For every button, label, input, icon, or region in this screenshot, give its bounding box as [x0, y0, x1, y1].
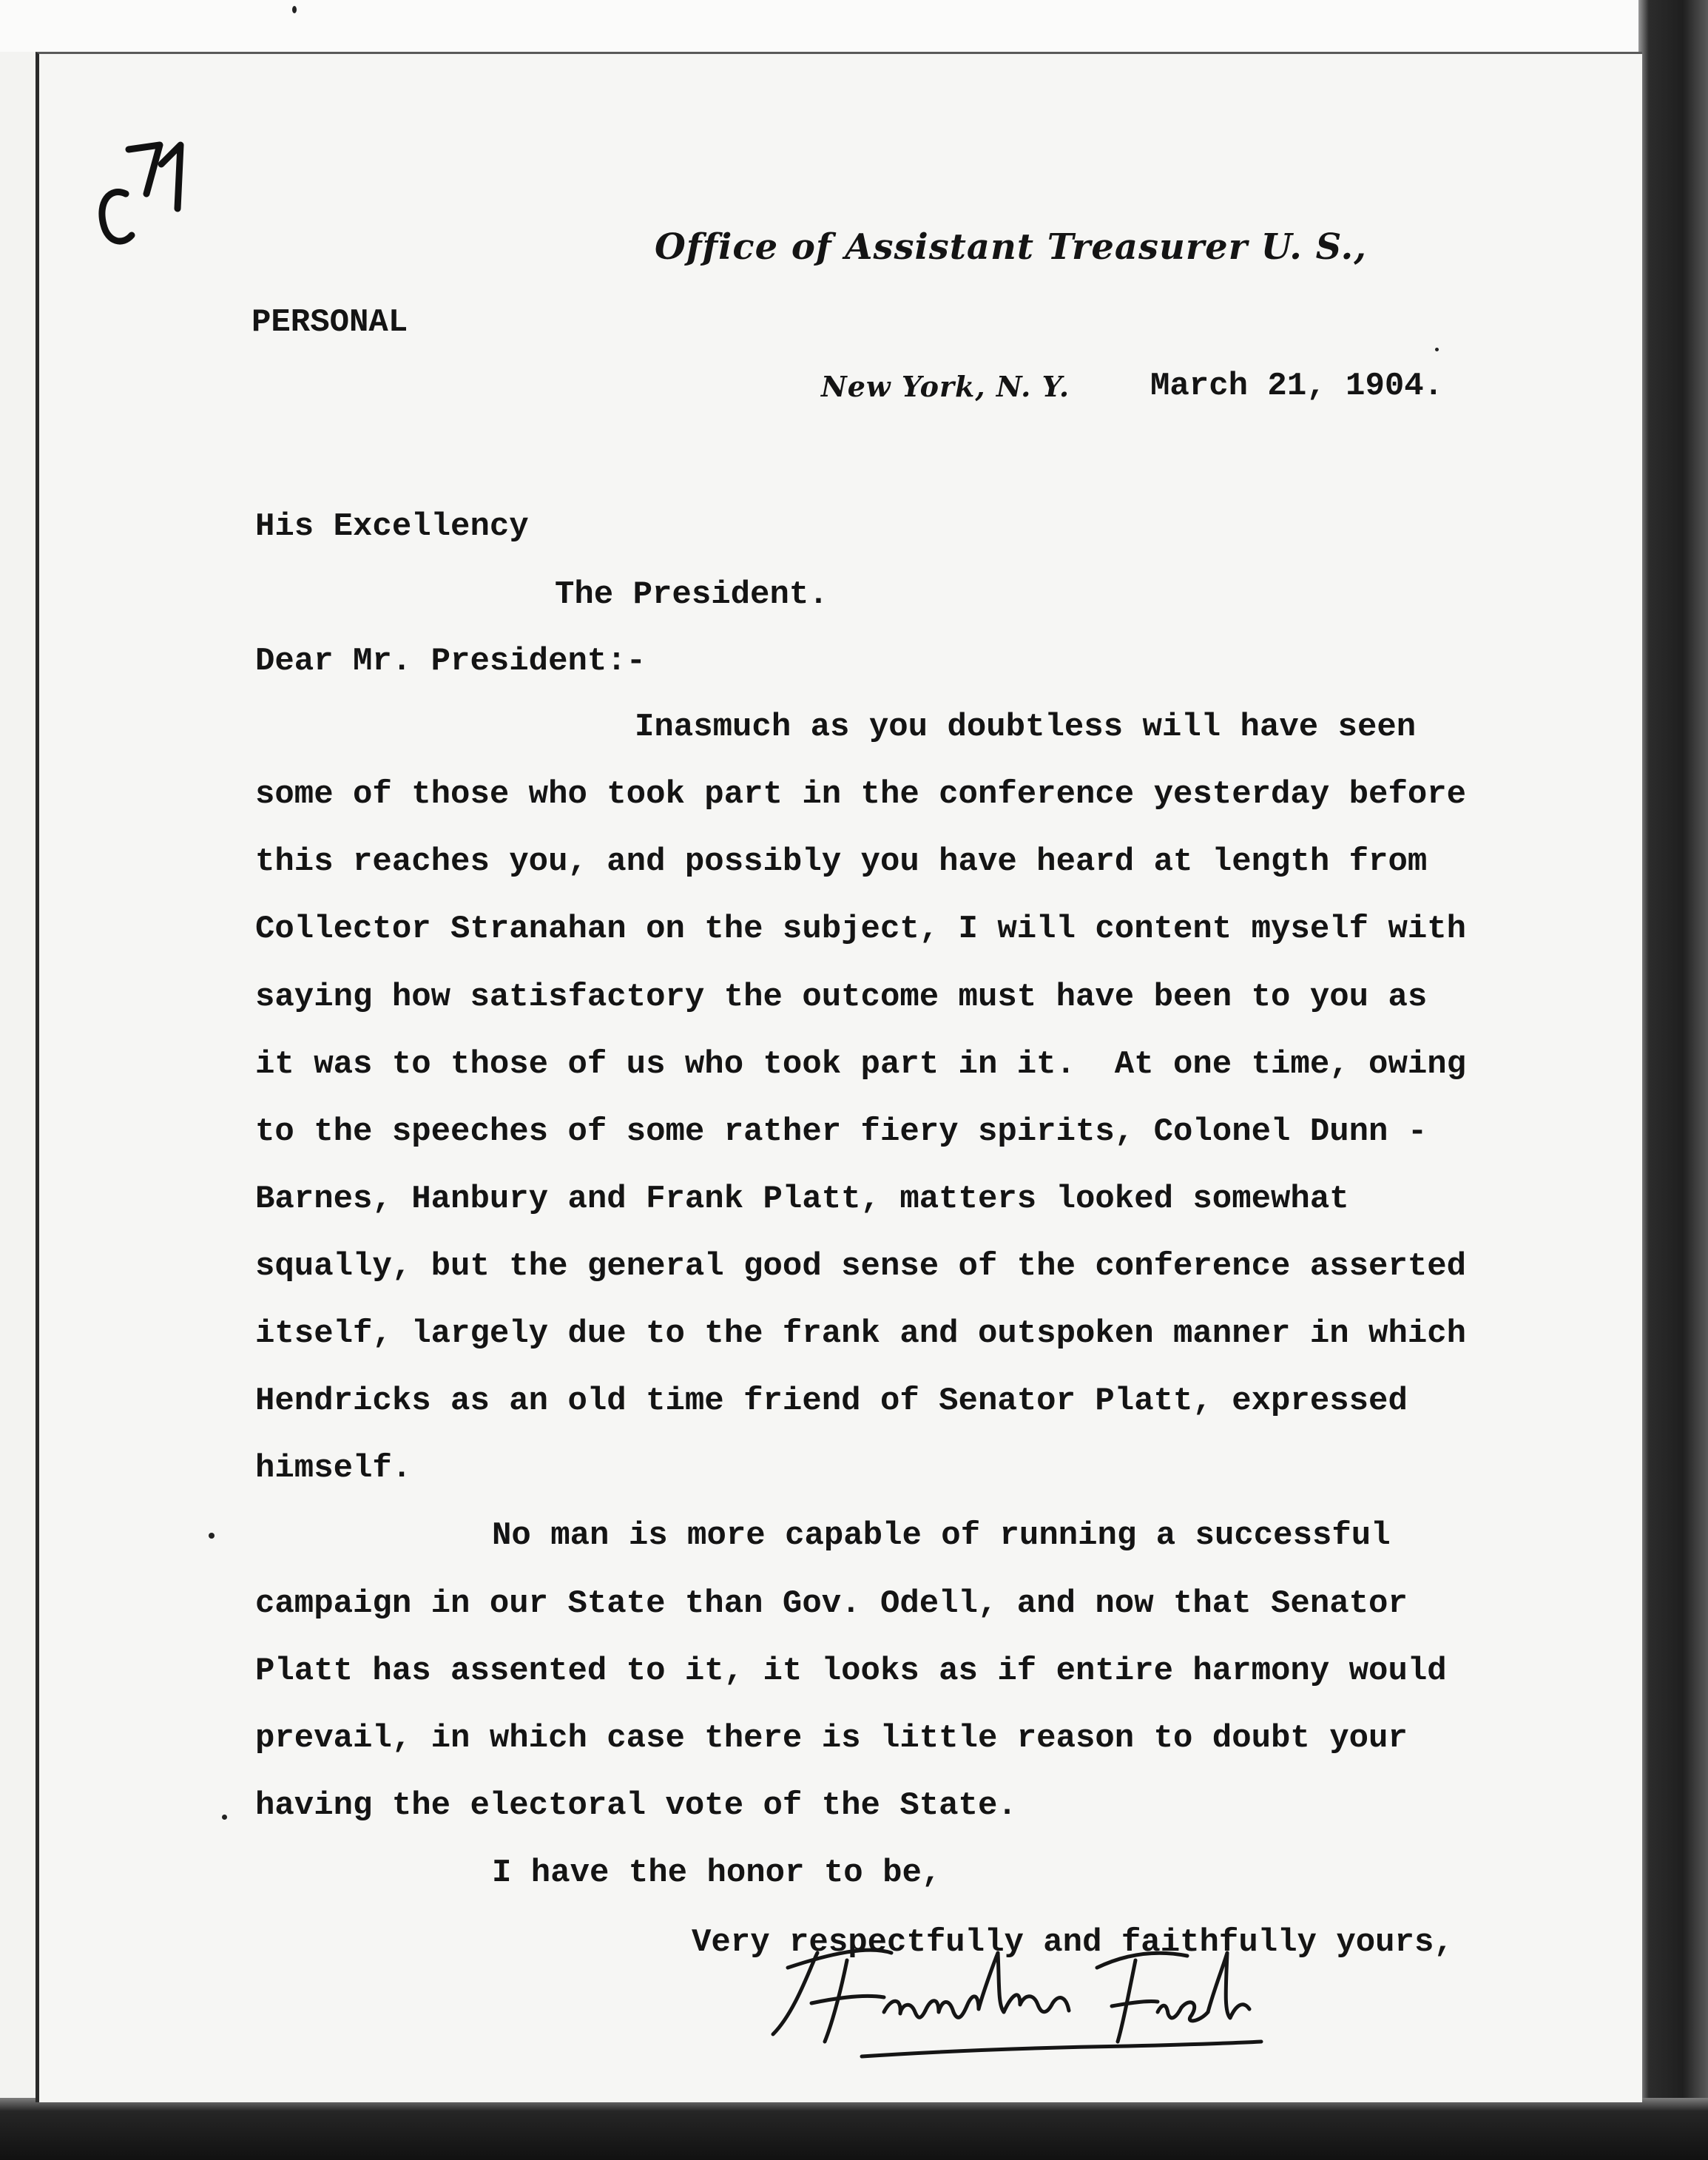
body-line: it was to those of us who took part in it. At one time, owing: [255, 1046, 1467, 1083]
body-line: squally, but the general good sense of the conference asserted: [255, 1248, 1467, 1285]
body-line: Barnes, Hanbury and Frank Platt, matters looked somewhat: [255, 1181, 1349, 1218]
scan-margin-bottom: [0, 2098, 1708, 2160]
body-line: itself, largely due to the frank and outspoken manner in which: [255, 1315, 1467, 1352]
scan-margin-top: [0, 0, 1708, 52]
body-line: prevail, in which case there is little reason to doubt your: [255, 1720, 1408, 1757]
salutation: Dear Mr. President:-: [255, 643, 647, 680]
body-line: Collector Stranahan on the subject, I will content myself with: [255, 911, 1467, 948]
personal-marking: PERSONAL: [252, 304, 408, 341]
body-line: himself.: [255, 1450, 412, 1487]
closing-line-1: I have the honor to be,: [492, 1854, 942, 1891]
scan-speck: [222, 1815, 227, 1820]
body-line: Hendricks as an old time friend of Senator Platt, expressed: [255, 1383, 1408, 1420]
body-line: saying how satisfactory the outcome must have been to you as: [255, 979, 1428, 1016]
body-line: some of those who took part in the conference yesterday before: [255, 776, 1467, 813]
body-line: to the speeches of some rather fiery spirits, Colonel Dunn -: [255, 1113, 1428, 1150]
body-line: this reaches you, and possibly you have heard at length from: [255, 843, 1428, 880]
body-line: campaign in our State than Gov. Odell, and now that Senator: [255, 1585, 1408, 1622]
signature: [743, 1923, 1306, 2071]
letterhead-place: New York, N. Y.: [821, 370, 1070, 403]
handwritten-annotation: [87, 135, 198, 268]
scan-speck: [209, 1533, 215, 1539]
letterhead-office: Office of Assistant Treasurer U. S.,: [655, 226, 1367, 268]
body-line: having the electoral vote of the State.: [255, 1787, 1017, 1824]
letter-date: March 21, 1904.: [1150, 368, 1444, 405]
address-line-2: The President.: [555, 576, 828, 613]
address-line-1: His Excellency: [255, 508, 529, 545]
scan-margin-right: [1638, 0, 1708, 2160]
scan-speck: [1435, 348, 1439, 351]
body-line: Inasmuch as you doubtless will have seen: [635, 709, 1417, 746]
body-line: Platt has assented to it, it looks as if entire harmony would: [255, 1653, 1447, 1690]
body-line: No man is more capable of running a successful: [492, 1517, 1391, 1554]
closing-line-2: Very respectfully and faithfully yours,: [692, 1924, 1454, 1961]
scan-speck: [292, 6, 297, 13]
